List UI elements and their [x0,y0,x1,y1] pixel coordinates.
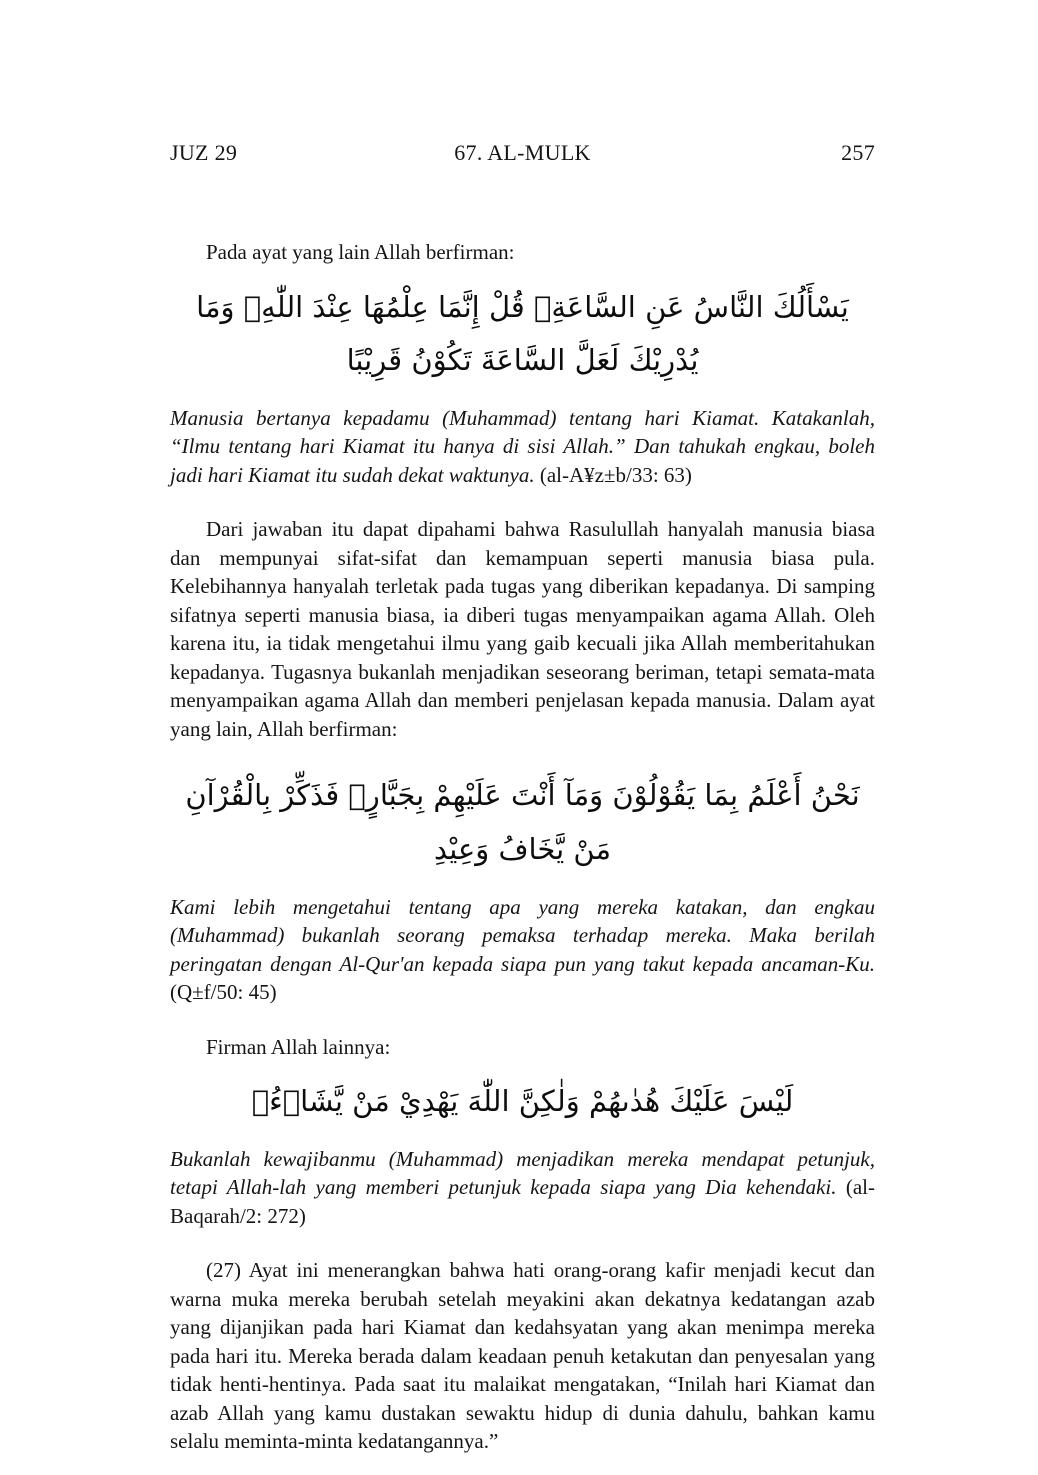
body-paragraph-2: (27) Ayat ini menerangkan bahwa hati orang-orang kafir menjadi kecut dan warna muka mereka berubah setelah meyakini akan dekatnya kedatangan azab yang dijanjikan pada hari Kiamat dan kedahsyatan yang akan menimpa mereka pada hari itu. Mereka berada dalam keadaan penuh ketakutan dan penyesalan yang tidak henti-hentinya. Pada saat itu malaikat mengatakan, “Inilah hari Kiamat dan azab Allah yang kamu dustakan sewaktu hidup di dunia dahulu, bahkan kamu selalu meminta-minta kedatangannya.” [170,1258,875,1454]
header-juz: JUZ 29 [170,140,238,165]
translation-3 [170,1145,875,1231]
translation-1 [170,404,875,490]
translation-3-reference: (al-Baqarah/2: 272) [170,1175,876,1228]
translation-1-text: Manusia bertanya kepadamu (Muhammad) tentang hari Kiamat. Katakanlah, “Ilmu tentang hari Kiamat itu hanya di sisi Allah.” Dan tahukah engkau, boleh jadi hari Kiamat itu sudah dekat waktunya. [170,405,875,487]
arabic-verse-2: نَحْنُ أَعْلَمُ بِمَا يَقُوْلُوْنَ وَمَآ أَنْتَ عَلَيْهِمْ بِجَبَّارٍۗ فَذَكِّرْ بِالْقُرْآنِ مَنْ يَّخَافُ وَعِيْدِ [185,778,860,866]
translation-3-text: Bukanlah kewajibanmu (Muhammad) menjadikan mereka mendapat petunjuk, tetapi Allah-lah yang memberi petunjuk kepada siapa yang Dia kehendaki. [170,1146,875,1200]
translation-2 [170,893,875,1007]
header-surah-title: 67. AL-MULK [454,140,591,165]
running-header [170,140,875,166]
intro-paragraph-1: Pada ayat yang lain Allah berfirman: [206,240,515,264]
translation-1-reference: (al-A¥z±b/33: 63) [539,462,692,487]
translation-2-reference: (Q±f/50: 45) [170,980,277,1005]
header-page-number: 257 [841,140,875,165]
arabic-verse-3: لَيْسَ عَلَيْكَ هُدٰىهُمْ وَلٰكِنَّ اللّٰهَ يَهْدِيْ مَنْ يَّشَاۤءُۗ [251,1084,794,1119]
intro-paragraph-2: Firman Allah lainnya: [206,1034,391,1059]
arabic-verse-1: يَسْأَلُكَ النَّاسُ عَنِ السَّاعَةِۗ قُلْ إِنَّمَا عِلْمُهَا عِنْدَ اللّٰهِۗ وَمَا يُدْرِيْكَ لَعَلَّ السَّاعَةَ تَكُوْنُ قَرِيْبًا [196,289,849,378]
translation-2-text: Kami lebih mengetahui tentang apa yang mereka katakan, dan engkau (Muhammad) bukanlah seorang pemaksa terhadap mereka. Maka berilah peringatan dengan Al-Qur'an kepada siapa pun yang takut kepada ancaman-Ku. [170,894,875,976]
body-paragraph-1: Dari jawaban itu dapat dipahami bahwa Rasulullah hanyalah manusia biasa dan mempunyai sifat-sifat dan kemampuan seperti manusia biasa pula. Kelebihannya hanyalah terletak pada tugas yang diberikan kepadanya. Di samping sifatnya seperti manusia biasa, ia diberi tugas menyampaikan agama Allah. Oleh karena itu, ia tidak mengetahui ilmu yang gaib kecuali jika Allah memberitahukan kepadanya. Tugasnya bukanlah menjadikan seseorang beriman, tetapi semata-mata menyampaikan agama Allah dan memberi penjelasan kepada manusia. Dalam ayat yang lain, Allah berfirman: [170,517,875,741]
